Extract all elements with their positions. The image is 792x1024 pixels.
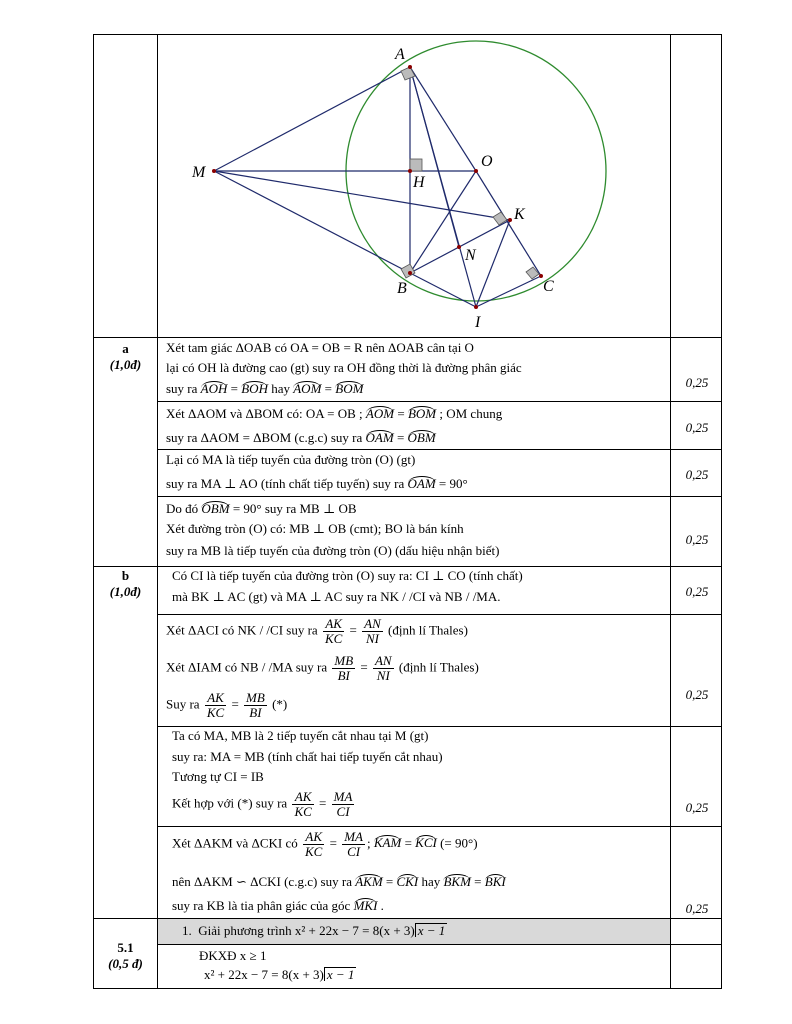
geometry-figure [158, 36, 670, 336]
part-51-line-3: x² + 22x − 7 = 8(x + 3) x − 1 [204, 967, 355, 982]
score: 0,25 [685, 687, 709, 702]
fraction: $\frac{AN}{NI}$ [364, 616, 381, 646]
text-segment: lại có OH là đường cao (gt) suy ra OH đồng thời là đường phân giác [166, 360, 522, 375]
fraction: $\frac{MA}{CI}$ [344, 829, 363, 859]
part-b-line-6: Ta có MA, MB là 2 tiếp tuyến cắt nhau tại M (gt) [172, 728, 429, 743]
fraction: $\frac{MB}{BI}$ [246, 690, 265, 720]
row-divider [157, 944, 721, 945]
row-divider [157, 449, 721, 450]
part-a-line-9: Xét đường tròn (O) có: MB ⊥ OB (cmt); BO là bán kính [166, 521, 464, 536]
fraction: $\frac{MA}{CI}$ [333, 789, 353, 819]
part-b-line-4: Xét ΔIAM có NB / /MA suy ra $\frac{MB}{BI}$ = $\frac{AN}{NI}$ (định lí Thales) [166, 653, 479, 683]
part-a-line-8: Do đó OBM = 90° suy ra MB ⊥ OB [166, 501, 357, 516]
part-b-line-5: Suy ra $\frac{AK}{KC}$ = $\frac{MB}{BI}$ (*) [166, 690, 288, 720]
part-a-line-4: Xét ΔAOM và ΔBOM có: OA = OB ; AOM = BOM ; OM chung [166, 406, 503, 421]
row-divider [157, 401, 721, 402]
row-divider [157, 826, 721, 827]
score: 0,25 [685, 420, 709, 435]
part-a-line-6: Lại có MA là tiếp tuyến của đường tròn (O) (gt) [166, 452, 416, 467]
part-points: (1,0đ) [109, 584, 142, 599]
fraction: $\frac{AK}{KC}$ [324, 616, 343, 646]
part-b-line-12: suy ra KB là tia phân giác của góc MKI . [172, 898, 384, 913]
row-divider [157, 614, 721, 615]
fraction: $\frac{AK}{KC}$ [206, 690, 225, 720]
part-label: a [122, 341, 129, 356]
label-i: I [475, 314, 481, 331]
score: 0,25 [685, 584, 709, 599]
fraction: $\frac{MB}{BI}$ [334, 653, 354, 683]
row-divider [157, 496, 721, 497]
part-51-line-1: 1. Giải phương trình x² + 22x − 7 = 8(x + 3) x − 1 [182, 923, 446, 938]
part-a-label [94, 341, 157, 373]
part-51-line-2: ĐKXĐ x ≥ 1 [199, 948, 267, 963]
part-b-line-8: Tương tự CI = IB [172, 769, 264, 784]
score: 0,25 [685, 467, 709, 482]
part-points: (0,5 đ) [108, 956, 143, 971]
label-c: C [543, 278, 554, 295]
label-k: K [514, 206, 525, 223]
score: 0,25 [685, 375, 709, 390]
label-a: A [395, 46, 405, 63]
part-b-line-7: suy ra: MA = MB (tính chất hai tiếp tuyến cắt nhau) [172, 749, 443, 764]
solution-table [93, 34, 722, 989]
label-m: M [192, 164, 206, 181]
label-o: O [481, 153, 493, 170]
label-b: B [397, 280, 407, 297]
part-b-line-2: mà BK ⊥ AC (gt) và MA ⊥ AC suy ra NK / /CI và NB / /MA. [172, 589, 501, 604]
part-b-line-9: Kết hợp với (*) suy ra $\frac{AK}{KC}$ = $\frac{MA}{CI}$ [172, 789, 353, 819]
part-b-line-10: Xét ΔAKM và ΔCKI có $\frac{AK}{KC}$ = $\frac{MA}{CI}$ ; KAM = KCI (= 90°) [172, 829, 478, 859]
part-a-line-7: suy ra MA ⊥ AO (tính chất tiếp tuyến) suy ra OAM = 90° [166, 476, 468, 491]
part-b-line-3: Xét ΔACI có NK / /CI suy ra $\frac{AK}{KC}$ = $\frac{AN}{NI}$ (định lí Thales) [166, 616, 468, 646]
part-a-line-10: suy ra MB là tiếp tuyến của đường tròn (O) (dấu hiệu nhận biết) [166, 543, 500, 558]
label-n: N [465, 247, 476, 264]
fraction: $\frac{AK}{KC}$ [294, 789, 312, 819]
fraction: $\frac{AN}{NI}$ [374, 653, 392, 683]
part-a-line-1 [166, 339, 474, 357]
part-b-line-11: nên ΔAKM ∽ ΔCKI (c.g.c) suy ra AKM = CKI hay BKM = BKI [172, 874, 506, 889]
part-label: b [121, 568, 130, 583]
score: 0,25 [685, 901, 709, 916]
part-b-label [94, 568, 157, 600]
column-divider-2 [670, 35, 671, 988]
part-label: 5.1 [117, 940, 134, 955]
label-h: H [413, 174, 425, 191]
part-a-line-3: suy ra AOH = BOH hay AOM = BOM [166, 381, 364, 396]
fraction: $\frac{AK}{KC}$ [305, 829, 323, 859]
points [212, 65, 543, 309]
part-a-line-5: suy ra ΔAOM = ΔBOM (c.g.c) suy ra OAM = OBM [166, 430, 436, 445]
part-points: (1,0đ) [109, 357, 142, 372]
score: 0,25 [685, 532, 709, 547]
figure-lines [214, 67, 541, 307]
score: 0,25 [685, 800, 709, 815]
part-b-line-1: Có CI là tiếp tuyến của đường tròn (O) suy ra: CI ⊥ CO (tính chất) [172, 568, 523, 583]
part-51-label [94, 940, 157, 972]
text-segment: Xét tam giác ΔOAB có OA = OB = R nên ΔOAB cân tại O [166, 340, 474, 355]
row-divider-figure [94, 337, 721, 338]
part-a-line-2 [166, 359, 522, 377]
